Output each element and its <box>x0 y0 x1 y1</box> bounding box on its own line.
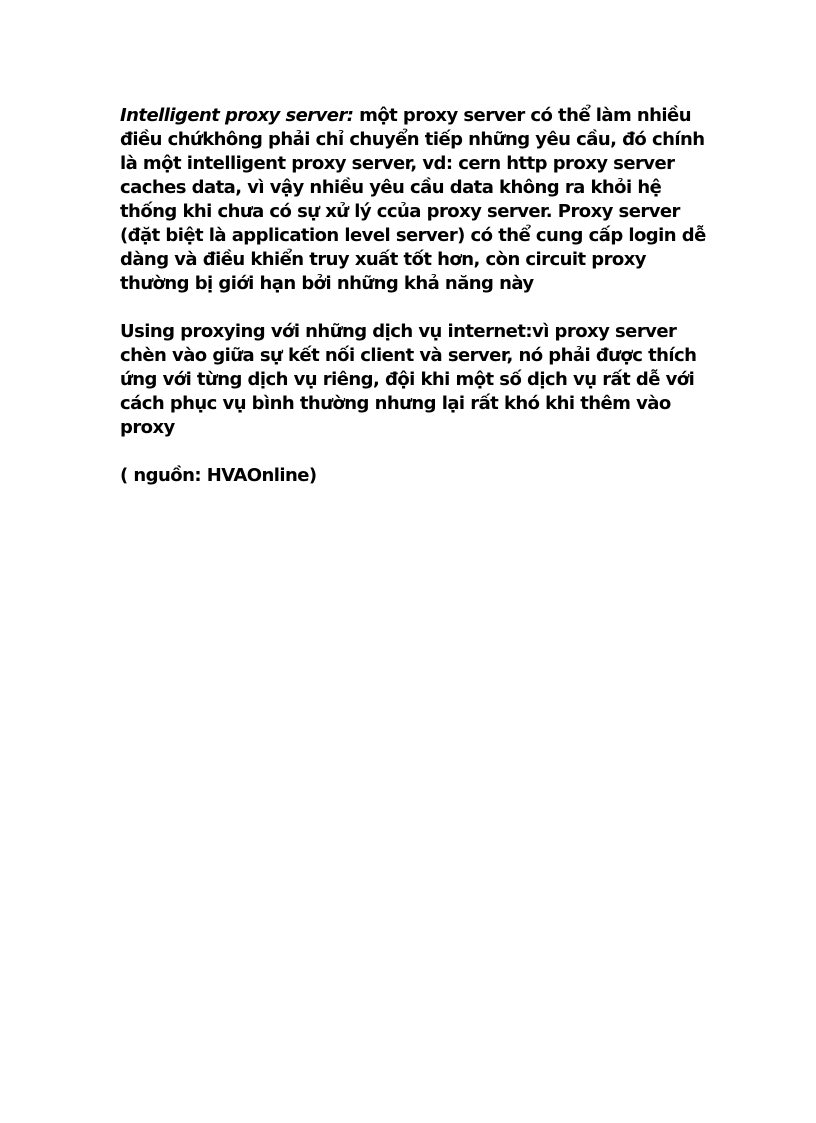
paragraph-using-proxying <box>120 320 710 440</box>
paragraph-line: ứng với từng dịch vụ riêng, đội khi một số dịch vụ rất dễ với <box>120 369 695 390</box>
paragraph-line: cách phục vụ bình thường nhưng lại rất khó khi thêm vào <box>120 393 671 414</box>
document-body <box>120 104 710 512</box>
paragraph-intelligent-proxy <box>120 104 710 296</box>
paragraph-line: thường bị giới hạn bởi những khả năng này <box>120 273 534 294</box>
paragraph-line: chèn vào giữa sự kết nối client và server, nó phải được thích <box>120 345 697 366</box>
paragraph-line: caches data, vì vậy nhiều yêu cầu data không ra khỏi hệ <box>120 177 662 198</box>
paragraph-line: điều chứkhông phải chỉ chuyển tiếp những yêu cầu, đó chính <box>120 129 705 150</box>
paragraph-line: proxy <box>120 417 175 438</box>
paragraph-line: Using proxying với những dịch vụ internet:vì proxy server <box>120 321 677 342</box>
paragraph-lead-term: Intelligent proxy server: <box>120 105 354 126</box>
paragraph-line <box>120 104 710 128</box>
paragraph-line: (đặt biệt là application level server) có thể cung cấp login dễ <box>120 225 706 246</box>
paragraph-line: là một intelligent proxy server, vd: cern http proxy server <box>120 153 675 174</box>
source-note-text: ( nguồn: HVAOnline) <box>120 465 317 486</box>
paragraph-line-text: một proxy server có thể làm nhiều <box>353 105 691 126</box>
source-note <box>120 464 710 488</box>
paragraph-line: dàng và điều khiển truy xuất tốt hơn, còn circuit proxy <box>120 249 646 270</box>
paragraph-line: thống khi chưa có sự xử lý ccủa proxy server. Proxy server <box>120 201 680 222</box>
